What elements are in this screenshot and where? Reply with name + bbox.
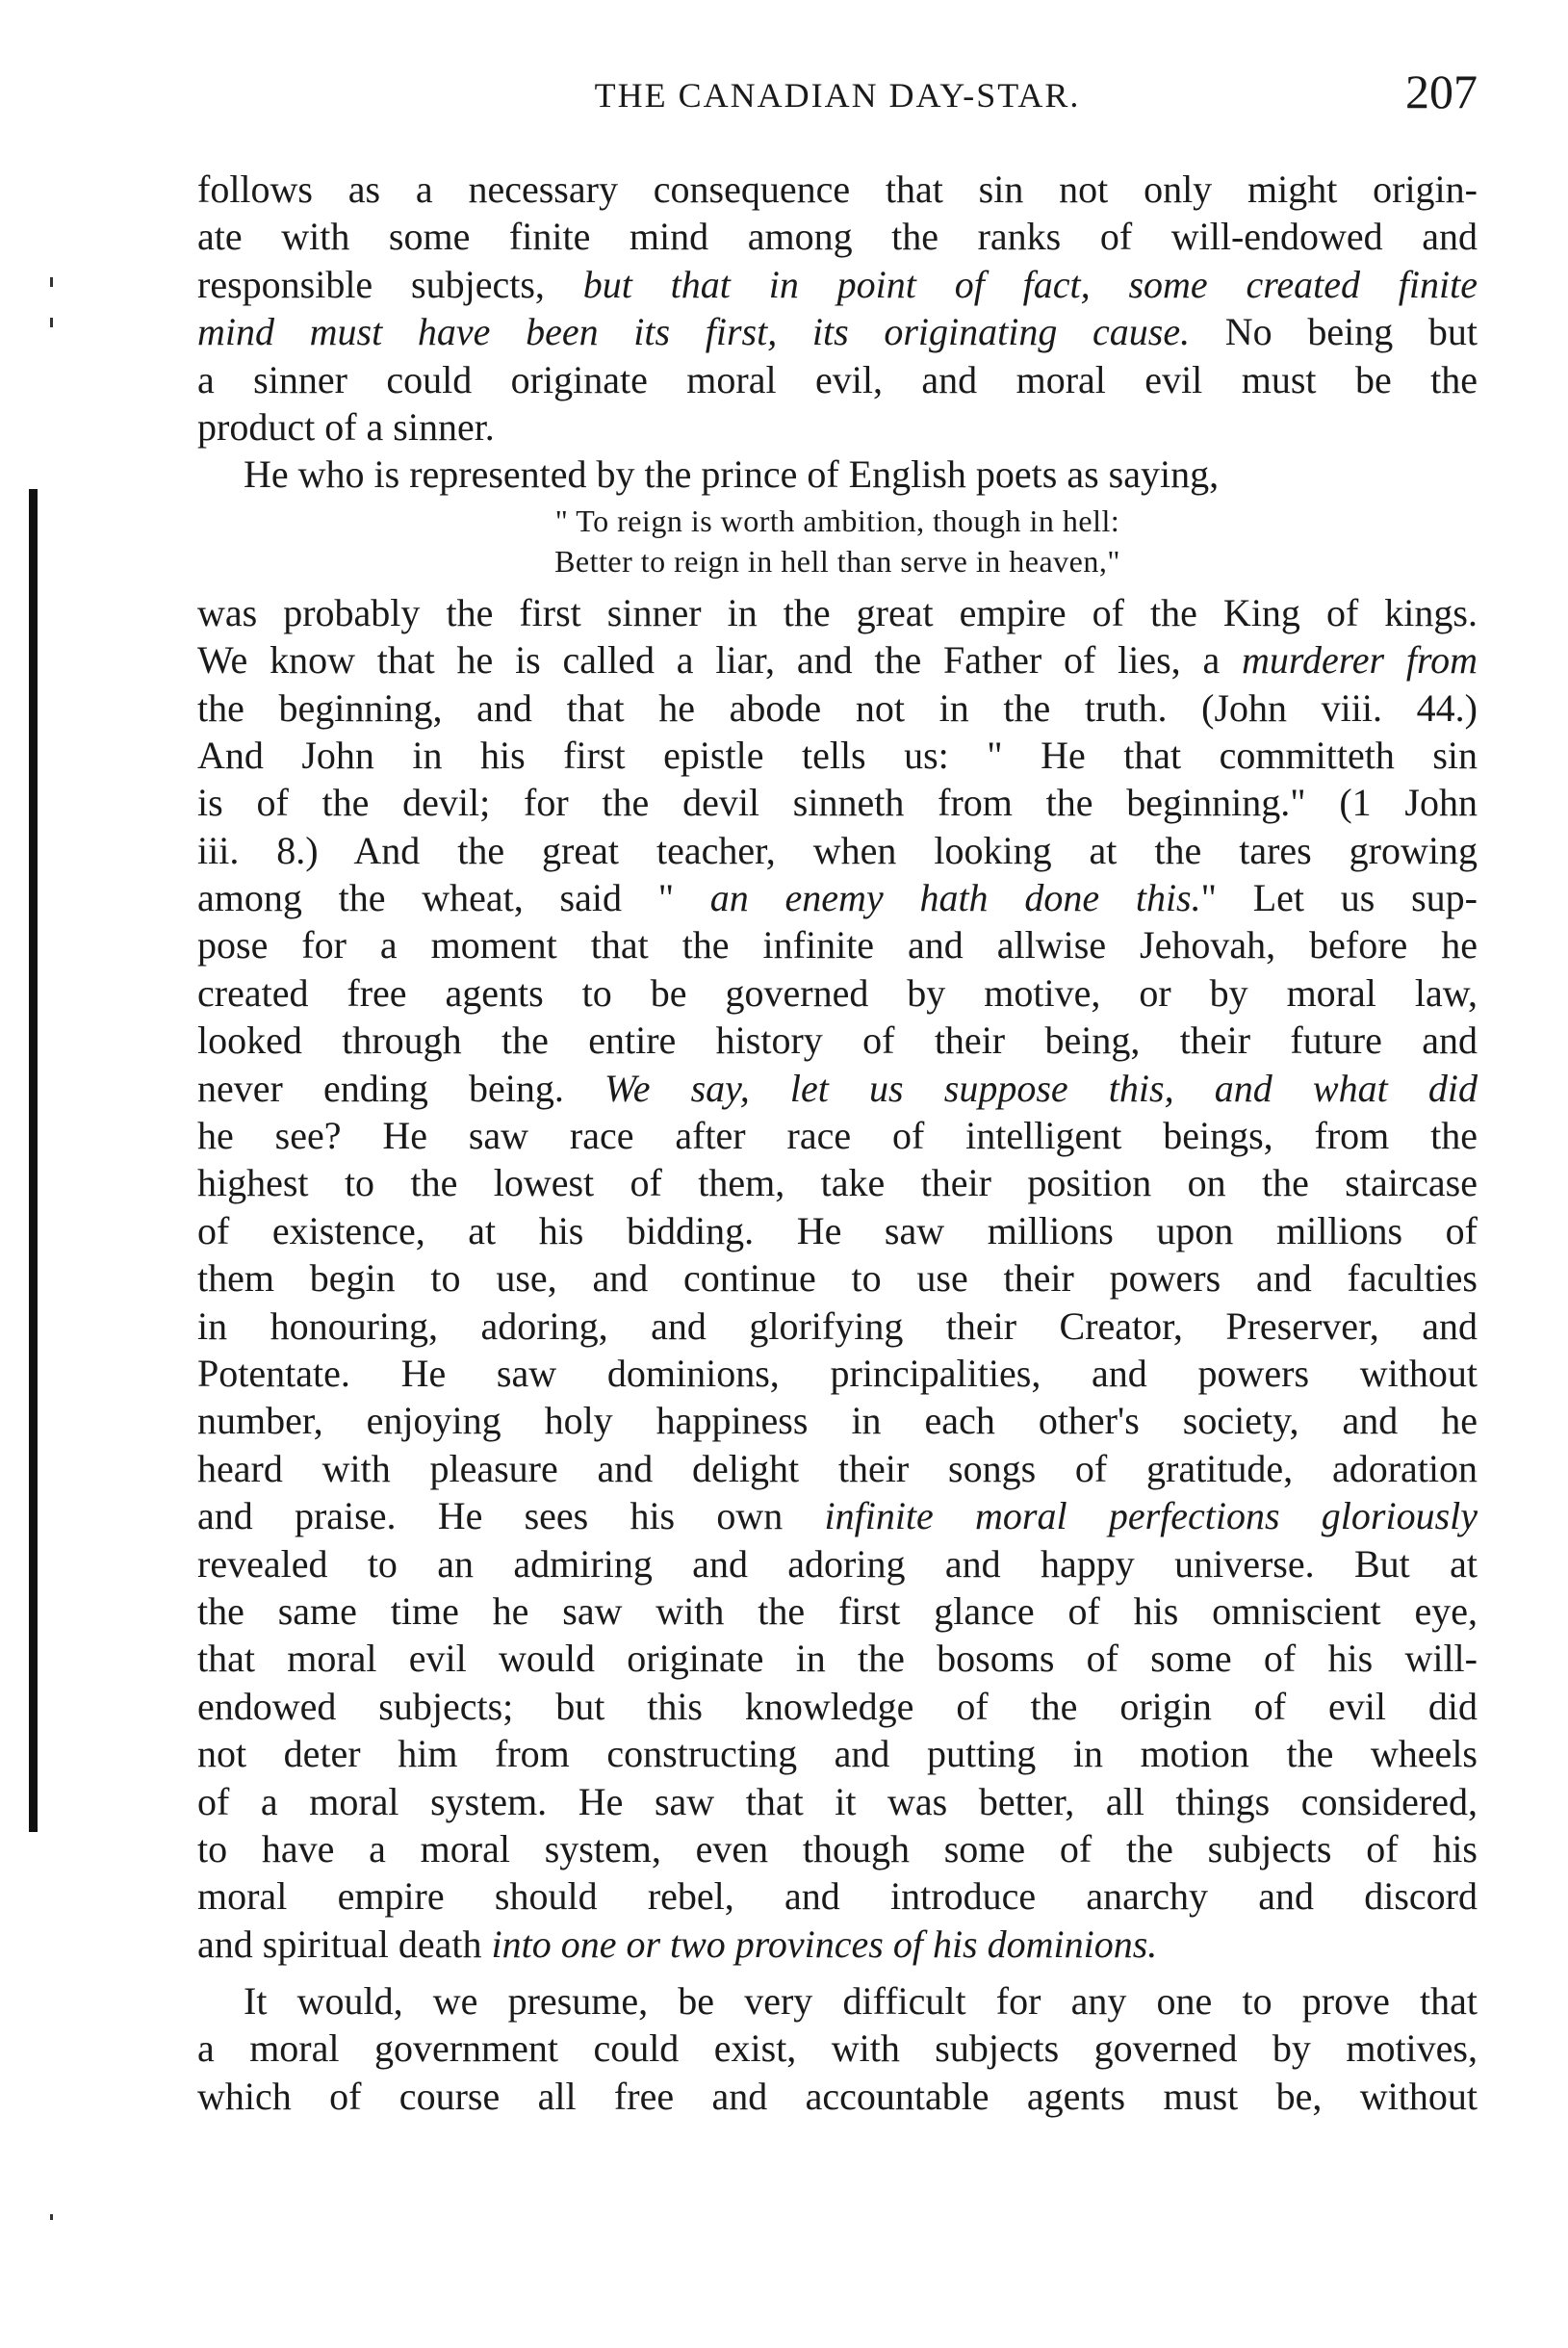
paragraph-3 [197, 1977, 1478, 2120]
text-line: highest to the lowest of them, take their position on the staircase [197, 1161, 1478, 1205]
text-line: not deter him from constructing and putting in motion the wheels [197, 1732, 1478, 1776]
text-line: Potentate. He saw dominions, principalities, and powers without [197, 1351, 1478, 1395]
text-run: never ending being. [197, 1066, 564, 1110]
text-line: revealed to an admiring and adoring and happy universe. But at [197, 1541, 1478, 1586]
text-line: was probably the first sinner in the great empire of the King of kings. [197, 590, 1478, 634]
text-line: ate with some finite mind among the ranks of will-endowed and [197, 215, 1478, 259]
text-run: " Let us sup- [1200, 876, 1478, 920]
margin-rule-mark [29, 489, 38, 1832]
page-number: 207 [1405, 65, 1478, 118]
paragraph-2 [197, 451, 1478, 1968]
text-line: pose for a moment that the infinite and allwise Jehovah, before he [197, 923, 1478, 968]
italic-run: We say, let us suppose this, and what did [563, 1066, 1478, 1110]
text-run: responsible subjects, [197, 262, 545, 306]
text-line [197, 636, 1478, 684]
poetry-quote-line: " To reign is worth ambition, though in hell: [554, 503, 1120, 538]
italic-run: infinite moral perfections gloriously [783, 1494, 1478, 1538]
text-line: looked through the entire history of their being, their future and [197, 1019, 1478, 1063]
body-text [197, 166, 1478, 2120]
text-line: the beginning, and that he abode not in the truth. (John viii. 44.) [197, 685, 1478, 730]
text-line: a moral government could exist, with subjects governed by motives, [197, 2026, 1478, 2071]
running-title: THE CANADIAN DAY-STAR. [594, 76, 1081, 115]
text-line: created free agents to be governed by motive, or by moral law, [197, 970, 1478, 1015]
text-run: and spiritual death [197, 1922, 482, 1966]
text-line: a sinner could originate moral evil, and moral evil must be the [197, 357, 1478, 401]
text-line: iii. 8.) And the great teacher, when looking at the tares growing [197, 828, 1478, 872]
text-line [197, 1065, 1478, 1112]
text-line: is of the devil; for the devil sinneth from the beginning." (1 John [197, 781, 1478, 825]
text-run: We know that he is called a liar, and the Father of lies, a [197, 638, 1221, 683]
text-line: product of a sinner. [197, 404, 495, 449]
text-line [197, 874, 1478, 921]
poetry-quote-line: Better to reign in hell than serve in heaven," [554, 543, 1120, 579]
text-line: moral empire should rebel, and introduce anarchy and discord [197, 1874, 1478, 1919]
text-line: that moral evil would originate in the bosoms of some of his will- [197, 1637, 1478, 1681]
paragraph-gap [197, 1968, 1478, 1977]
text-line [197, 308, 1478, 355]
text-line: he see? He saw race after race of intelligent beings, from the [197, 1114, 1478, 1158]
italic-run: mind must have been its first, its originating cause. [197, 310, 1191, 354]
italic-run: an enemy hath done this. [674, 876, 1201, 920]
text-line: endowed subjects; but this knowledge of the origin of evil did [197, 1684, 1478, 1728]
italic-run: murderer from [1220, 638, 1478, 683]
text-line [197, 1921, 1478, 1968]
text-line: heard with pleasure and delight their songs of gratitude, adoration [197, 1446, 1478, 1490]
text-line: follows as a necessary consequence that sin not only might origin- [197, 168, 1478, 211]
running-head [197, 60, 1478, 127]
italic-run: into one or two provinces of his dominions. [481, 1922, 1158, 1966]
text-line: in honouring, adoring, and glorifying their Creator, Preserver, and [197, 1303, 1478, 1348]
paragraph-1 [197, 166, 1478, 451]
text-line: the same time he saw with the first glance of his omniscient eye, [197, 1588, 1478, 1633]
text-line: which of course all free and accountable agents must be, without [197, 2074, 1478, 2118]
margin-speck [50, 318, 53, 327]
text-line: He who is represented by the prince of English poets as saying, [244, 452, 1220, 497]
margin-speck [50, 2214, 53, 2220]
text-run: and praise. He sees his own [197, 1494, 784, 1538]
text-line [197, 261, 1478, 308]
text-line: number, enjoying holy happiness in each other's society, and he [197, 1399, 1478, 1443]
margin-speck [50, 277, 53, 287]
italic-run: but that in point of fact, some created finite [544, 262, 1478, 306]
text-line: And John in his first epistle tells us: " He that committeth sin [197, 733, 1478, 777]
text-line: to have a moral system, even though some of the subjects of his [197, 1826, 1478, 1871]
text-line: of existence, at his bidding. He saw millions upon millions of [197, 1208, 1478, 1252]
text-line: them begin to use, and continue to use their powers and faculties [197, 1256, 1478, 1301]
text-line [197, 1492, 1478, 1539]
text-line: It would, we presume, be very difficult for any one to prove that [244, 1979, 1478, 2024]
text-run: among the wheat, said " [197, 876, 675, 920]
text-run: No being but [1190, 310, 1478, 354]
text-line: of a moral system. He saw that it was better, all things considered, [197, 1779, 1478, 1823]
